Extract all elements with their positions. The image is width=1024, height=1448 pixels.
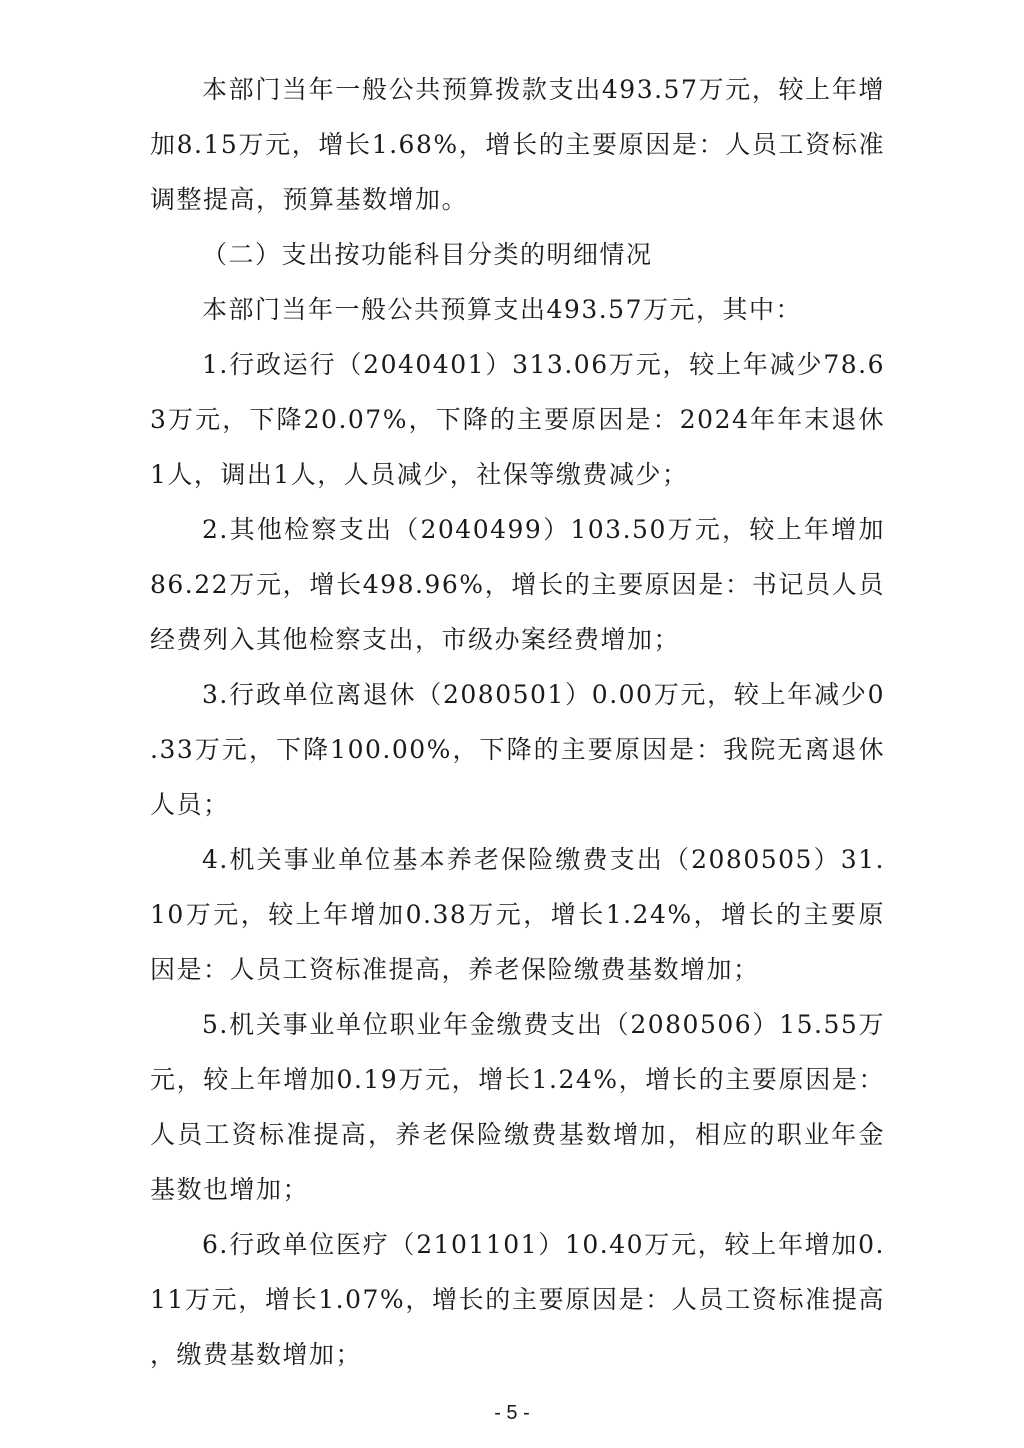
section-heading-functional-classification: （二）支出按功能科目分类的明细情况 — [202, 240, 653, 269]
paragraph-expenditure-total: 本部门当年一般公共预算支出493.57万元，其中： — [202, 295, 802, 324]
list-item-medical: 6.行政单位医疗（2101101）10.40万元，较上年增加0.11万元，增长1.07%，增长的主要原因是：人员工资标准提高，缴费基数增加； — [150, 1230, 885, 1369]
document-body — [150, 62, 885, 1382]
list-item-administrative-operation: 1.行政运行（2040401）313.06万元，较上年减少78.63万元，下降20.07%，下降的主要原因是：2024年年末退休1人，调出1人，人员减少，社保等缴费减少； — [150, 350, 885, 489]
paragraph-budget-summary: 本部门当年一般公共预算拨款支出493.57万元，较上年增加8.15万元，增长1.68%，增长的主要原因是：人员工资标准调整提高，预算基数增加。 — [150, 75, 885, 214]
list-item-pension-insurance: 4.机关事业单位基本养老保险缴费支出（2080505）31.10万元，较上年增加0.38万元，增长1.24%，增长的主要原因是：人员工资标准提高，养老保险缴费基数增加； — [150, 845, 885, 984]
list-item-retirement: 3.行政单位离退休（2080501）0.00万元，较上年减少0.33万元，下降100.00%，下降的主要原因是：我院无离退休人员； — [150, 680, 885, 819]
list-item-occupational-annuity: 5.机关事业单位职业年金缴费支出（2080506）15.55万元，较上年增加0.19万元，增长1.24%，增长的主要原因是：人员工资标准提高，养老保险缴费基数增加，相应的职业年金基数也增加； — [150, 1010, 885, 1204]
page-number: - 5 - — [494, 1402, 530, 1424]
list-item-other-procuratorial: 2.其他检察支出（2040499）103.50万元，较上年增加86.22万元，增长498.96%，增长的主要原因是：书记员人员经费列入其他检察支出，市级办案经费增加； — [150, 515, 885, 654]
